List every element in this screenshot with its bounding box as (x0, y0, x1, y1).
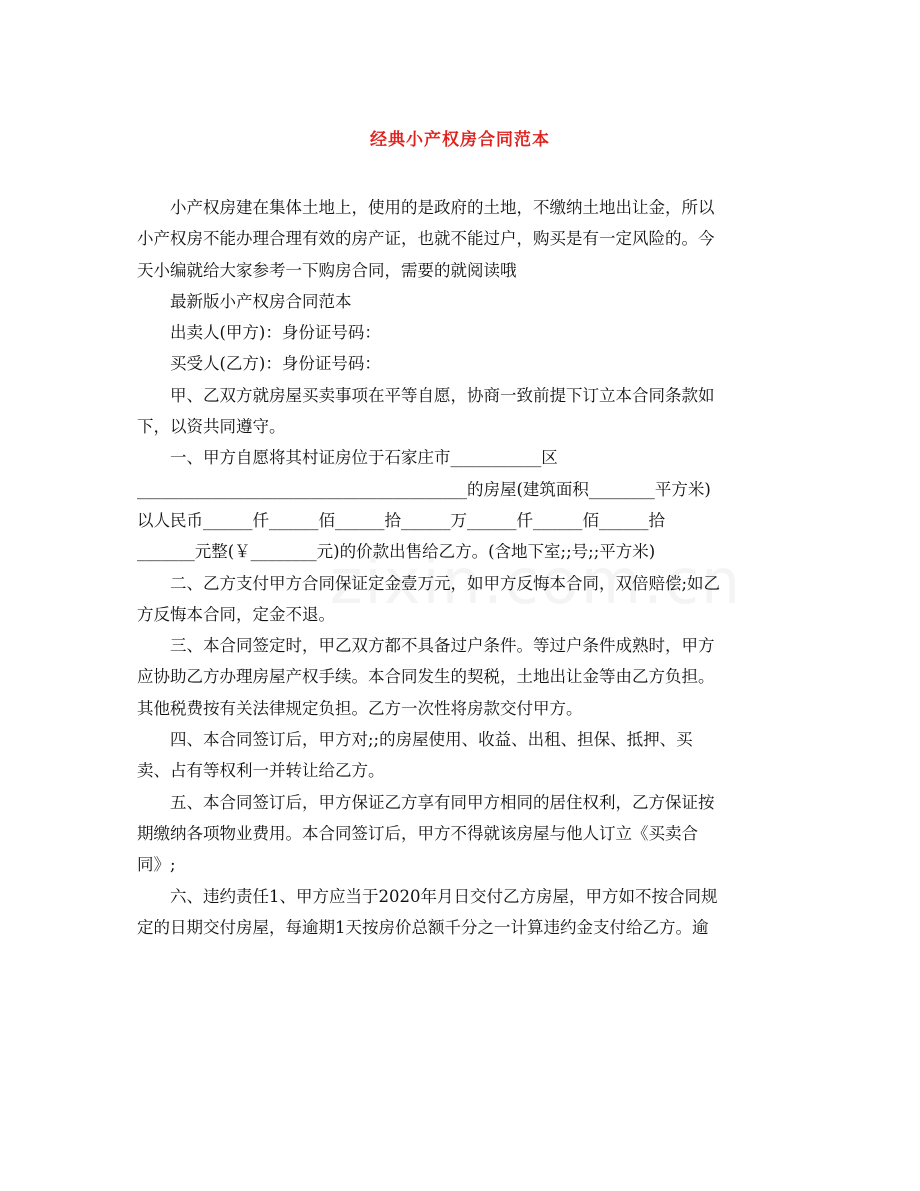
paragraph-line: 小产权房不能办理合理有效的房产证，也就不能过户，购买是有一定风险的。今 (137, 229, 715, 249)
paragraph-line: _______元整(￥________元)的价款出售给乙方。(含地下室;;号;;平方米) (137, 542, 656, 562)
paragraph-line: 三、本合同签定时，甲乙双方都不具备过户条件。等过户条件成熟时，甲方 (170, 636, 715, 656)
paragraph-line: 卖、占有等权利一并转让给乙方。 (137, 761, 385, 781)
paragraph-line: 以人民币______仟______佰______拾______万______仟______佰______拾 (137, 510, 665, 530)
document-body (137, 192, 777, 943)
paragraph-line: ________________________________________的房屋(建筑面积________平方米) (137, 479, 711, 499)
paragraph-line: 应协助乙方办理房屋产权手续。本合同发生的契税，土地出让金等由乙方负担。 (137, 667, 715, 687)
paragraph-line: 其他税费按有关法律规定负担。乙方一次性将房款交付甲方。 (137, 698, 583, 718)
paragraph-line: 天小编就给大家参考一下购房合同，需要的就阅读哦 (137, 260, 517, 280)
paragraph-line: 买受人(乙方)：身份证号码： (170, 354, 381, 374)
paragraph-line: 最新版小产权房合同范本 (170, 291, 352, 311)
paragraph-line: 方反悔本合同，定金不退。 (137, 604, 335, 624)
paragraph-line: 期缴纳各项物业费用。本合同签订后，甲方不得就该房屋与他人订立《买卖合 (137, 823, 698, 843)
paragraph-line: 五、本合同签订后，甲方保证乙方享有同甲方相同的居住权利，乙方保证按 (170, 792, 715, 812)
paragraph-line: 甲、乙双方就房屋买卖事项在平等自愿，协商一致前提下订立本合同条款如 (170, 385, 715, 405)
paragraph-line: 一、甲方自愿将其村证房位于石家庄市___________区 (170, 448, 558, 468)
document-title: 经典小产权房合同范本 (370, 130, 550, 150)
paragraph-line: 出卖人(甲方)：身份证号码： (170, 323, 381, 343)
paragraph-line: 四、本合同签订后，甲方对;;的房屋使用、收益、出租、担保、抵押、买 (170, 730, 693, 750)
paragraph-line: 下，以资共同遵守。 (137, 417, 286, 437)
paragraph-line: 小产权房建在集体土地上，使用的是政府的土地，不缴纳土地出让金，所以 (170, 198, 715, 217)
paragraph-line: 同》; (137, 855, 176, 875)
paragraph-line: 二、乙方支付甲方合同保证定金壹万元，如甲方反悔本合同，双倍赔偿;如乙 (170, 573, 721, 593)
paragraph-line: 定的日期交付房屋，每逾期1天按房价总额千分之一计算违约金支付给乙方。逾 (137, 917, 709, 937)
paragraph-line: 六、违约责任1、甲方应当于2020年月日交付乙方房屋，甲方如不按合同规 (170, 886, 718, 906)
